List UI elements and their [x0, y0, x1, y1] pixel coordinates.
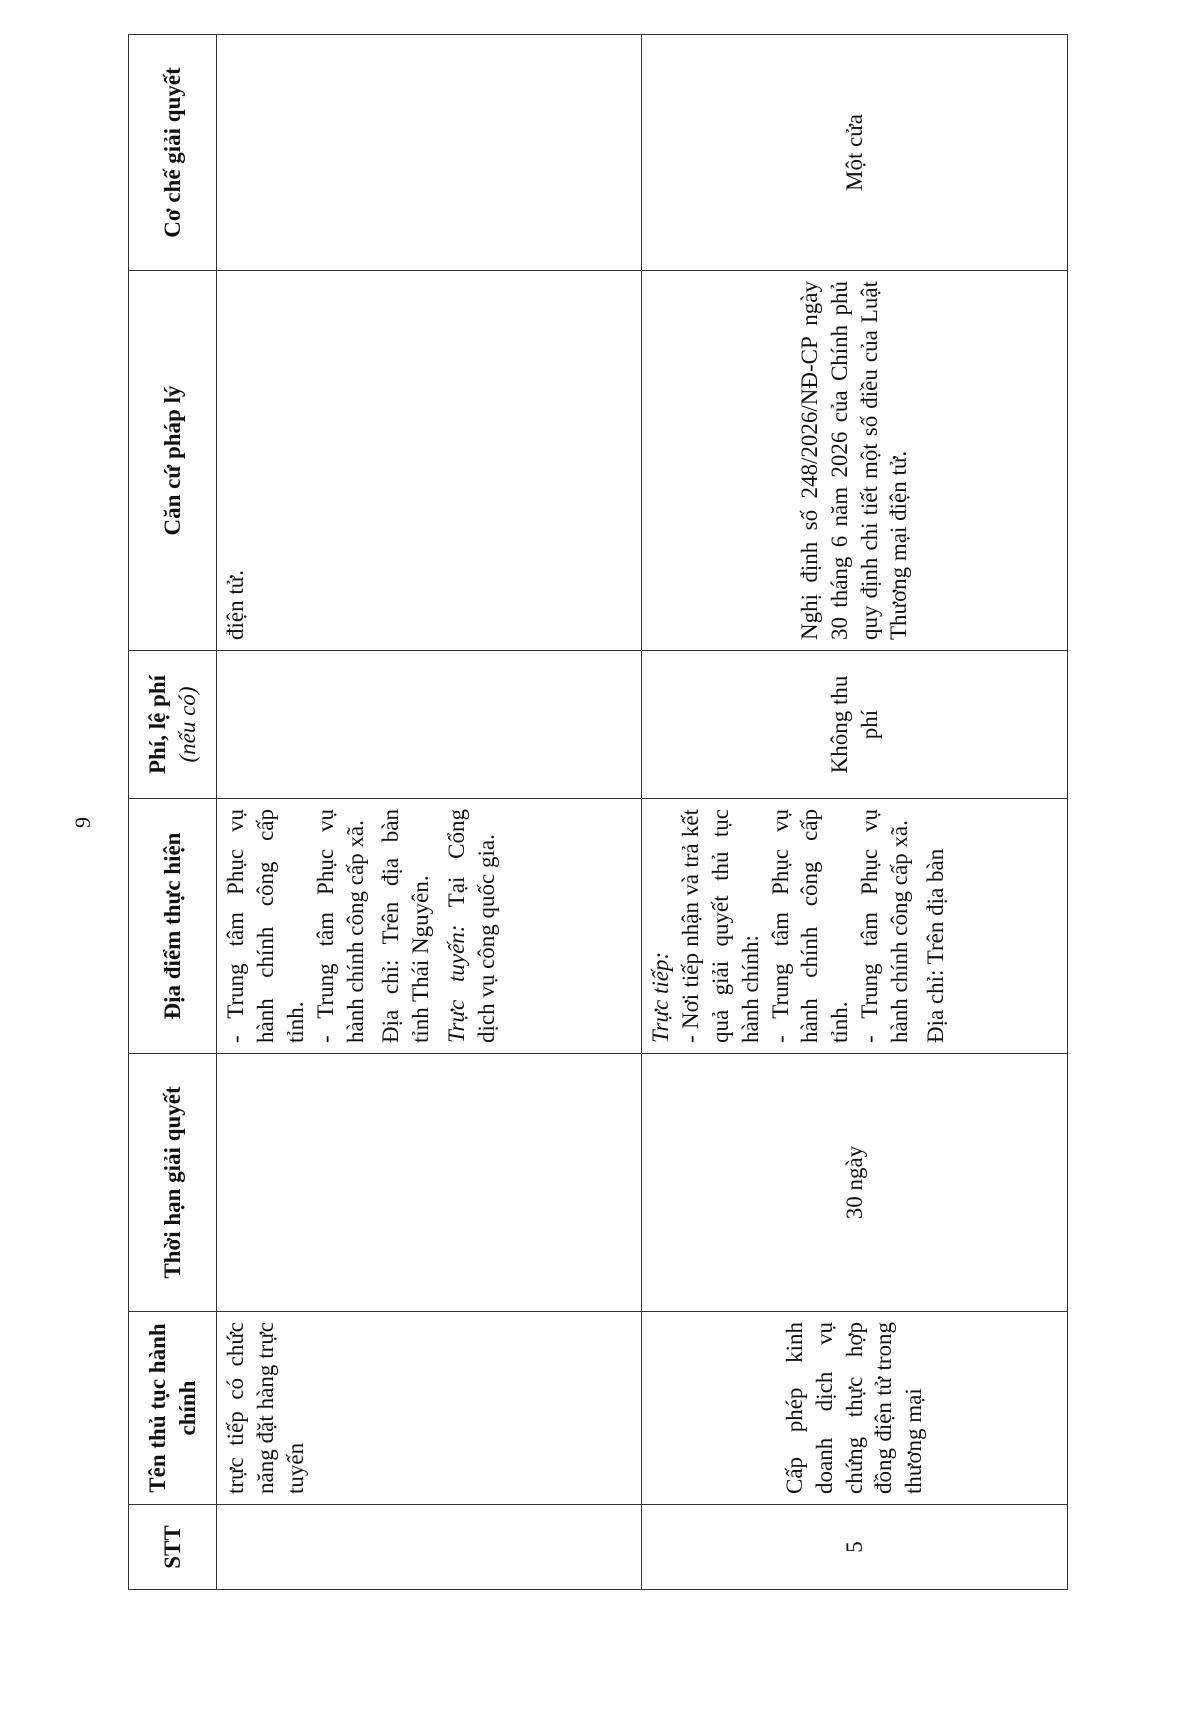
row1-stt — [217, 1505, 642, 1590]
row2-stt: 5 — [642, 1505, 1068, 1590]
row2-dia-diem-label: Trực tiếp: — [648, 951, 673, 1043]
row2-can-cu: Nghị định số 248/2026/NĐ-CP ngày 30 tháng 6 năm 2026 của Chính phủ quy định chi tiết một số điều của Luật Thương mại điện tử. — [642, 271, 1068, 651]
row2-dia-diem-address: Địa chỉ: Trên địa bàn — [923, 848, 949, 1043]
header-phi-label: Phí, lệ phí — [144, 674, 170, 775]
row2-phi: Không thu phí — [642, 651, 1068, 799]
row2-ten-thu-tuc: Cấp phép kinh doanh dịch vụ chứng thực hợp đồng điện tử trong thương mại — [642, 1312, 1068, 1505]
procedure-table — [128, 34, 1068, 1590]
header-can-cu: Căn cứ pháp lý — [129, 271, 217, 651]
row1-dia-diem-line: - Trung tâm Phục vụ hành chính công cấp xã. — [312, 809, 368, 1043]
row2-dia-diem-line: - Trung tâm Phục vụ hành chính công cấp xã. — [857, 809, 913, 1043]
row2-co-che: Một cửa — [642, 35, 1068, 271]
row1-phi — [217, 651, 642, 799]
row1-co-che — [217, 35, 642, 271]
row2-dia-diem-line: - Nơi tiếp nhận và trả kết quả giải quyết thủ tục hành chính: — [677, 809, 763, 1043]
row2-dia-diem — [642, 799, 1068, 1054]
header-phi-note: (nếu có) — [174, 686, 200, 763]
row2-thoi-han: 30 ngày — [642, 1054, 1068, 1312]
row1-can-cu: điện tử. — [217, 271, 642, 651]
row1-ten-thu-tuc: trực tiếp có chức năng đặt hàng trực tuyến — [217, 1312, 642, 1505]
header-dia-diem: Địa điểm thực hiện — [129, 799, 217, 1054]
row1-dia-diem-online — [442, 809, 502, 1043]
header-thoi-han: Thời hạn giải quyết — [129, 1054, 217, 1312]
row1-thoi-han — [217, 1054, 642, 1312]
table-row — [217, 35, 642, 1590]
header-stt: STT — [129, 1505, 217, 1590]
row1-online-label: Trực tuyến: — [444, 924, 470, 1043]
page-number: 9 — [70, 817, 95, 828]
row1-online-text: Tại Cổng dịch vụ công quốc gia. — [444, 809, 500, 1043]
row1-dia-diem-address: Địa chỉ: Trên địa bàn tỉnh Thái Nguyên. — [378, 809, 434, 1043]
row1-dia-diem-line: - Trung tâm Phục vụ hành chính công cấp tỉnh. — [223, 809, 308, 1043]
header-phi — [129, 651, 217, 799]
header-ten-thu-tuc: Tên thủ tục hành chính — [129, 1312, 217, 1505]
procedure-table-wrapper — [128, 35, 1068, 1590]
header-row — [129, 35, 217, 1590]
row2-dia-diem-line: - Trung tâm Phục vụ hành chính công cấp tỉnh. — [767, 809, 853, 1043]
row1-dia-diem — [217, 799, 642, 1054]
header-co-che: Cơ chế giải quyết — [129, 35, 217, 271]
table-row — [642, 35, 1068, 1590]
